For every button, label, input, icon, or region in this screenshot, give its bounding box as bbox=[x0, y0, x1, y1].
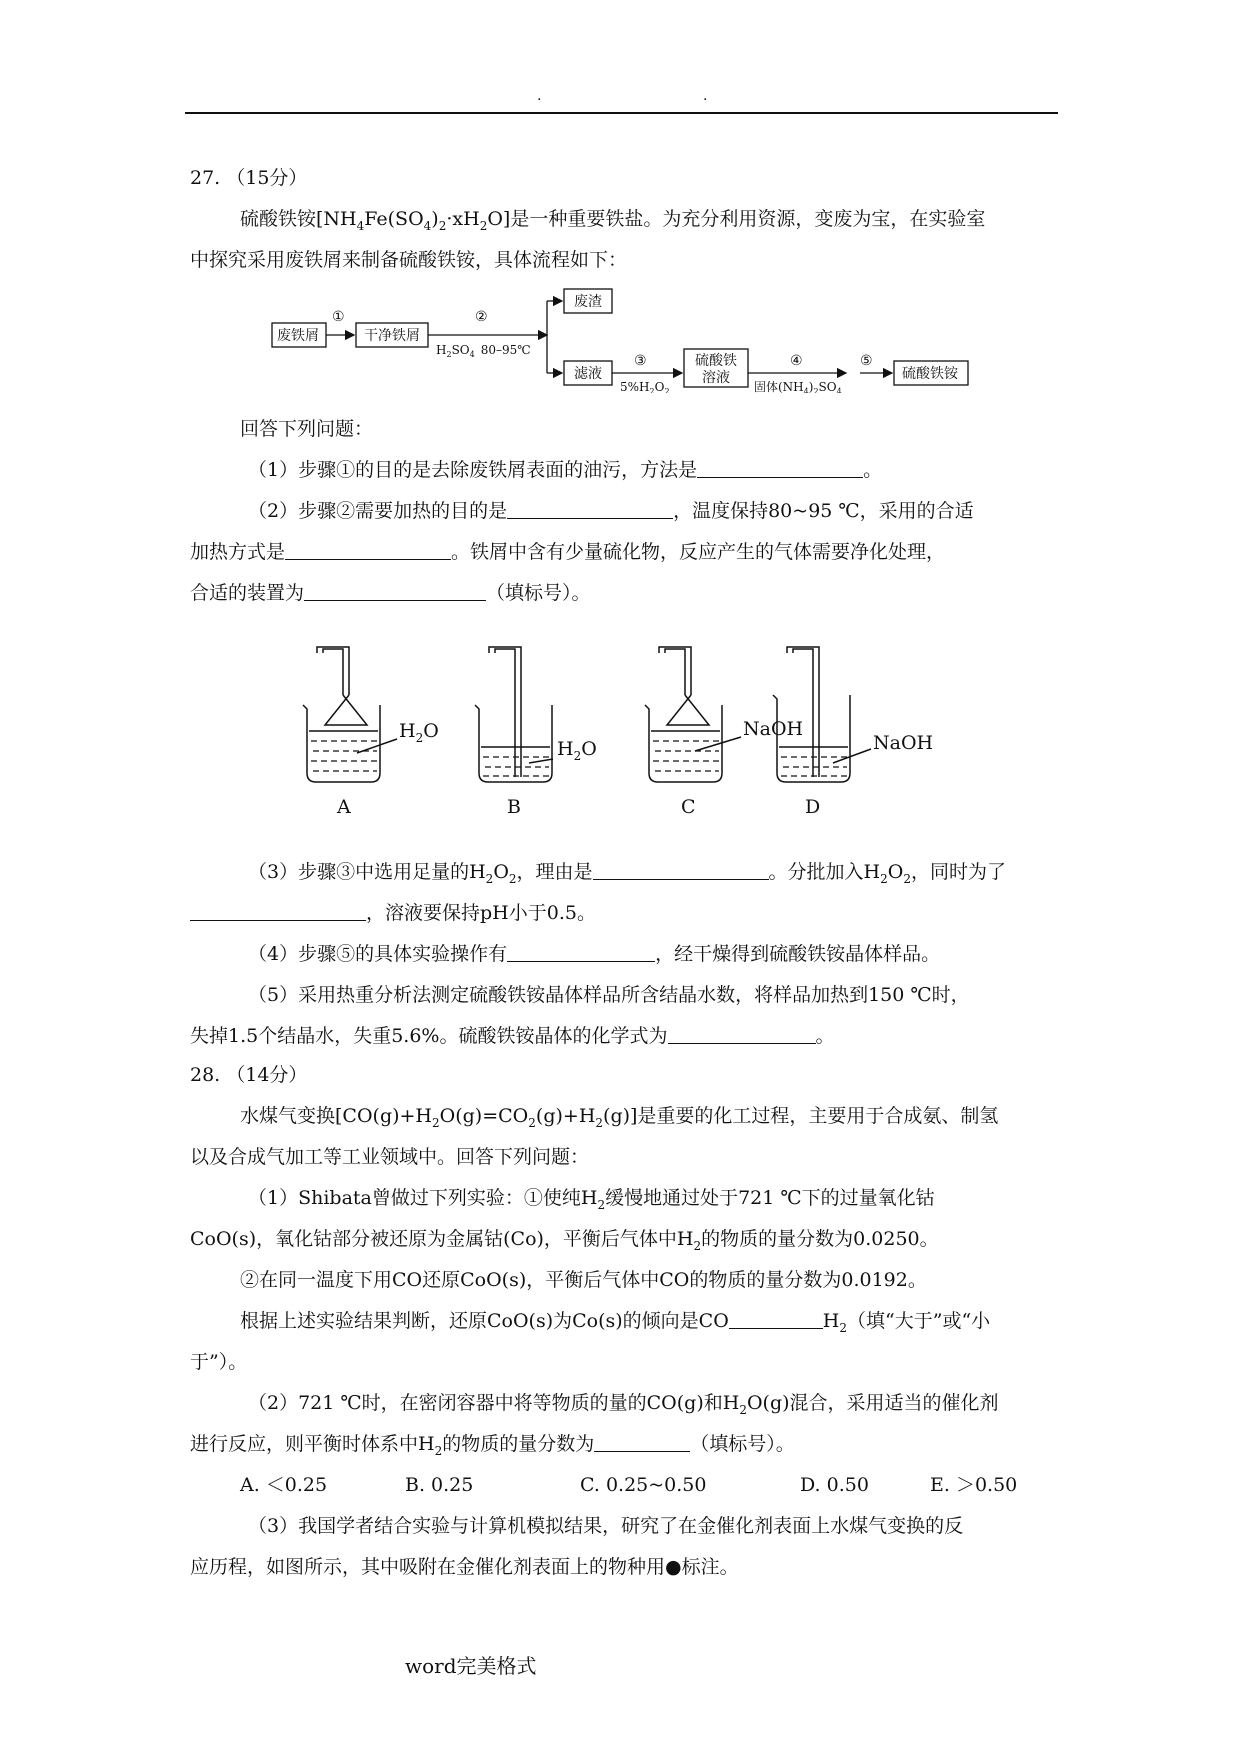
step5-mark: ⑤ bbox=[860, 353, 873, 369]
label-product: 硫酸铁铵 bbox=[902, 366, 958, 382]
q28-part1-line5: 于”）。 bbox=[190, 1351, 248, 1373]
apparatus-d bbox=[773, 647, 871, 782]
cond-step4: 固体$(NH_4)_2SO_4$ bbox=[754, 380, 842, 393]
q28-title: 28. （14分） bbox=[190, 1064, 308, 1086]
apparatus-b bbox=[475, 647, 553, 782]
q27-answer-prompt: 回答下列问题： bbox=[240, 418, 374, 440]
q28-part1-line4: 根据上述实验结果判断，还原CoO(s)为Co(s)的倾向是CO $H_2$（填“大于”或“小 bbox=[240, 1310, 991, 1335]
gas-absorption-apparatus bbox=[295, 645, 995, 820]
q27-intro: 硫酸铁铵$[NH_4Fe(SO_4)_2\cdot xH_2O]$是一种重要铁盐。为充分利用资源，变废为宝，在实验室 bbox=[240, 208, 986, 233]
label-a: A bbox=[337, 796, 351, 818]
q27-title: 27. （15分） bbox=[190, 167, 308, 189]
q28-intro: 水煤气变换$[CO(g)+H_2O(g)=CO_2(g)+H_2(g)]$是重要的化工过程，主要用于合成氨、制氢 bbox=[240, 1105, 999, 1130]
q27-part2-line1: （2）步骤②需要加热的目的是 ，温度保持80~95 ℃，采用的合适 bbox=[248, 500, 974, 522]
option-a[interactable]: A. ＜0.25 bbox=[240, 1474, 328, 1496]
q28-options bbox=[240, 1471, 1017, 1499]
naoh-label-d: NaOH bbox=[873, 732, 934, 754]
apparatus-a bbox=[303, 647, 397, 782]
step4-mark: ④ bbox=[790, 353, 803, 369]
q28-intro-line2: 以及合成气加工等工业领域中。回答下列问题： bbox=[190, 1146, 590, 1168]
answer-blank[interactable] bbox=[668, 1023, 816, 1044]
label-c: C bbox=[681, 796, 696, 818]
q27-part3-line1: （3）步骤③中选用足量的$H_2O_2$，理由是 。分批加入$H_2O_2$，同时为了 bbox=[248, 861, 1006, 886]
q28-part1-line3: ②在同一温度下用CO还原CoO(s)，平衡后气体中CO的物质的量分数为0.0192。 bbox=[240, 1269, 927, 1291]
answer-blank[interactable] bbox=[285, 539, 451, 560]
label-residue: 废渣 bbox=[574, 294, 602, 310]
q28-part1-line2: CoO(s)，氧化钴部分被还原为金属钴(Co)，平衡后气体中$H_2$的物质的量分数为0.0250。 bbox=[190, 1228, 939, 1253]
footer-text: word完美格式 bbox=[405, 1654, 537, 1678]
option-d[interactable]: D. 0.50 bbox=[800, 1474, 869, 1496]
option-c[interactable]: C. 0.25~0.50 bbox=[580, 1474, 707, 1496]
label-b: B bbox=[507, 796, 521, 818]
answer-blank[interactable] bbox=[190, 900, 366, 921]
label-waste-iron: 废铁屑 bbox=[277, 328, 319, 344]
step1-mark: ① bbox=[332, 309, 345, 325]
water-label-a: $H_2O$ bbox=[399, 720, 439, 745]
q28-part2-line1: （2）721 ℃时，在密闭容器中将等物质的量的CO(g)和$H_2O(g)$混合，采用适当的催化剂 bbox=[248, 1392, 999, 1417]
q28-part2-line2: 进行反应，则平衡时体系中$H_2$的物质的量分数为 （填标号）。 bbox=[190, 1433, 795, 1458]
label-ferric-sulfate-b: 溶液 bbox=[702, 370, 730, 386]
option-b[interactable]: B. 0.25 bbox=[405, 1474, 474, 1496]
q28-part3-line1: （3）我国学者结合实验与计算机模拟结果，研究了在金催化剂表面上水煤气变换的反 bbox=[248, 1515, 964, 1537]
answer-blank[interactable] bbox=[697, 457, 863, 478]
q28-part1-line1: （1）Shibata曾做过下列实验：①使纯$H_2$缓慢地通过处于721 ℃下的过量氧化钴 bbox=[248, 1187, 935, 1212]
q27-part2-line2: 加热方式是 。铁屑中含有少量硫化物，反应产生的气体需要净化处理， bbox=[190, 541, 946, 563]
label-filtrate: 滤液 bbox=[574, 366, 602, 382]
q27-part5-line1: （5）采用热重分析法测定硫酸铁铵晶体样品所含结晶水数，将样品加热到150 ℃时， bbox=[248, 984, 970, 1006]
header-rule bbox=[185, 112, 1058, 114]
q27-part5-line2: 失掉1.5个结晶水，失重5.6%。硫酸铁铵晶体的化学式为 。 bbox=[190, 1025, 835, 1047]
option-e[interactable]: E. ＞0.50 bbox=[930, 1474, 1018, 1496]
naoh-label-c: NaOH bbox=[743, 718, 804, 740]
apparatus-c bbox=[645, 647, 741, 782]
cond-step3: $5\%H_2O_2$ bbox=[620, 380, 670, 393]
q27-intro-line2: 中探究采用废铁屑来制备硫酸铁铵，具体流程如下： bbox=[190, 249, 628, 271]
answer-blank[interactable] bbox=[729, 1308, 823, 1329]
header-dot-left: . bbox=[537, 88, 542, 104]
answer-blank[interactable] bbox=[304, 580, 486, 601]
q27-part3-line2: ，溶液要保持pH小于0.5。 bbox=[190, 899, 596, 927]
q27-part4: （4）步骤⑤的具体实验操作有 ，经干燥得到硫酸铁铵晶体样品。 bbox=[248, 943, 941, 965]
label-d: D bbox=[805, 796, 821, 818]
process-flowchart bbox=[260, 283, 980, 393]
step3-mark: ③ bbox=[634, 353, 647, 369]
answer-blank[interactable] bbox=[507, 498, 673, 519]
water-label-b: $H_2O$ bbox=[557, 738, 597, 763]
answer-blank[interactable] bbox=[594, 1431, 690, 1452]
q28-part3-line2: 应历程，如图所示，其中吸附在金催化剂表面上的物种用●标注。 bbox=[190, 1556, 739, 1578]
q27-part2-line3: 合适的装置为 （填标号）。 bbox=[190, 582, 591, 604]
label-ferric-sulfate-a: 硫酸铁 bbox=[695, 353, 737, 369]
step2-mark: ② bbox=[475, 309, 488, 325]
label-clean-iron: 干净铁屑 bbox=[364, 328, 420, 344]
header-dot-right: . bbox=[703, 88, 708, 104]
answer-blank[interactable] bbox=[593, 859, 769, 880]
answer-blank[interactable] bbox=[507, 941, 655, 962]
q27-part1: （1）步骤①的目的是去除废铁屑表面的油污，方法是 。 bbox=[248, 459, 883, 481]
cond-step2: $H_2SO_4$ 80–95℃ bbox=[436, 343, 531, 359]
